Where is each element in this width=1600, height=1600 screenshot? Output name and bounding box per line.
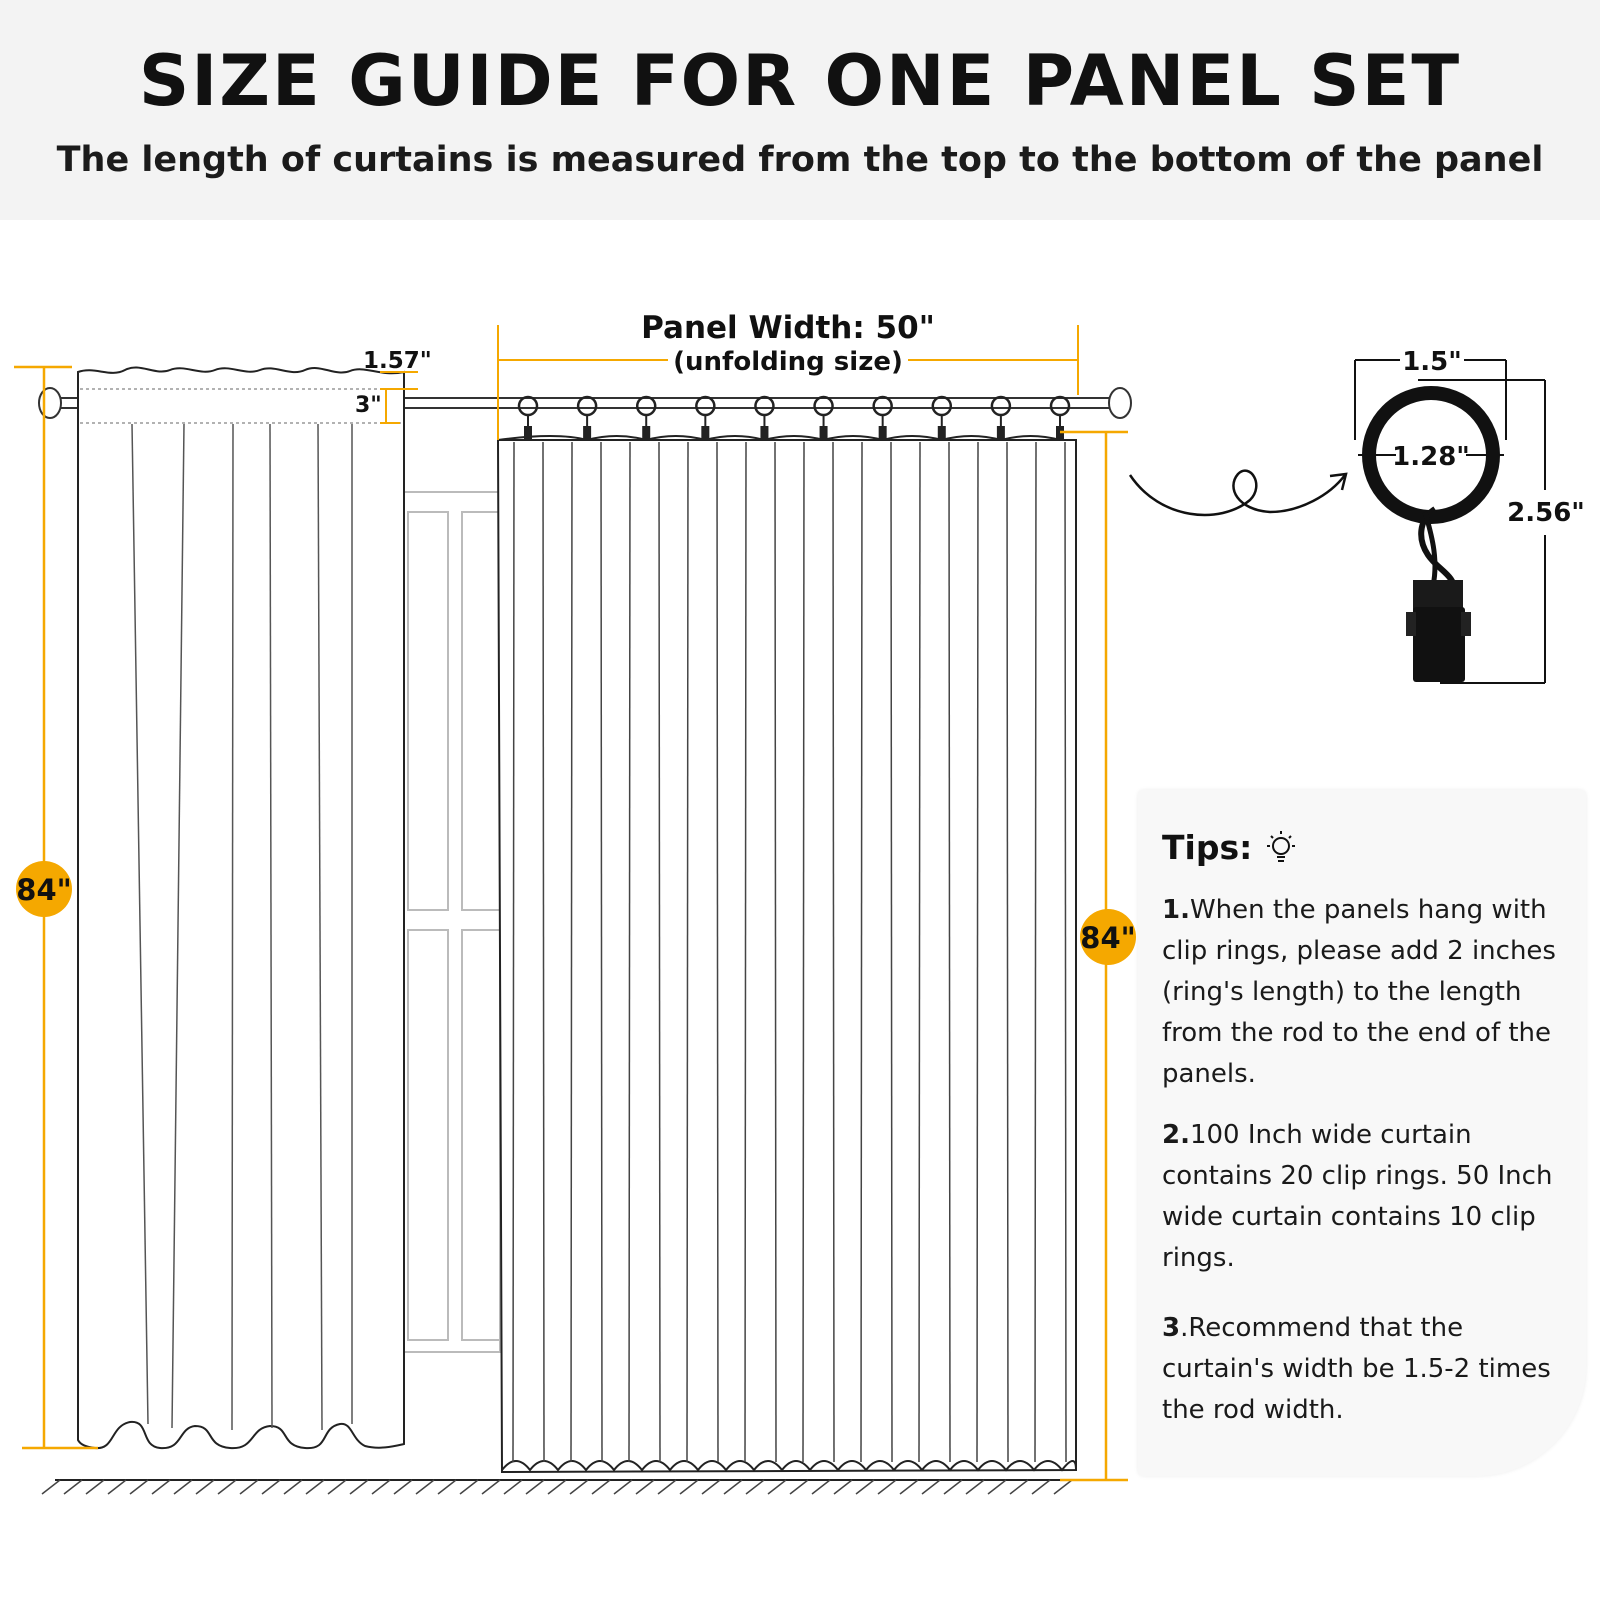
ring-length-label: 2.56" — [1507, 498, 1585, 528]
tip-item — [1162, 1115, 1582, 1279]
tip-item — [1162, 890, 1582, 1095]
tip-number: 1. — [1162, 895, 1190, 925]
right-length-label: 84" — [1080, 921, 1136, 955]
rod-pocket-panel — [78, 367, 404, 1448]
panel-width-note: (unfolding size) — [673, 347, 903, 377]
window-frame — [404, 492, 500, 1352]
page-title: SIZE GUIDE FOR ONE PANEL SET — [138, 40, 1462, 122]
ring-inner-label: 1.28" — [1392, 442, 1470, 472]
tip-text: 100 Inch wide curtain contains 20 clip rings. 50 Inch wide curtain contains 10 clip rings. — [1162, 1120, 1553, 1273]
lightbulb-icon — [1262, 829, 1300, 867]
left-length-label: 84" — [16, 873, 72, 907]
panel-width-dimension — [498, 310, 1078, 440]
floor — [42, 1480, 1080, 1494]
ring-outer-label: 1.5" — [1402, 347, 1462, 377]
tips-heading — [1162, 828, 1300, 867]
page-subtitle: The length of curtains is measured from the top to the bottom of the panel — [56, 140, 1544, 180]
tip-text: .Recommend that the curtain's width be 1.5-2 times the rod width. — [1162, 1313, 1551, 1425]
pocket-label: 3" — [355, 393, 382, 418]
arrow-icon — [1130, 471, 1346, 515]
tip-number: 2. — [1162, 1120, 1190, 1150]
clip-ring-panel — [498, 436, 1076, 1472]
panel-width-label: Panel Width: 50" — [641, 310, 935, 346]
pocket-top-label: 1.57" — [363, 348, 432, 374]
tip-number: 3 — [1162, 1313, 1181, 1343]
ring-detail — [1355, 347, 1585, 683]
tips-title: Tips: — [1162, 828, 1253, 867]
tips-card — [1138, 790, 1586, 1476]
tip-item — [1162, 1308, 1582, 1431]
tip-text: When the panels hang with clip rings, please add 2 inches (ring's length) to the length from the rod to the end of the panels. — [1162, 895, 1556, 1089]
